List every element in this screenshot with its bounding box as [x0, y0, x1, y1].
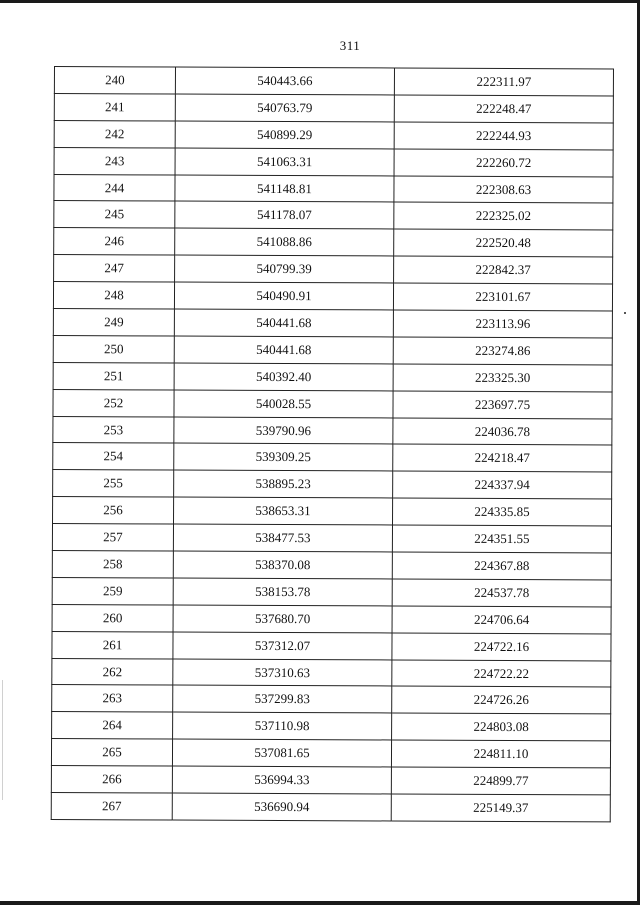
table-row — [54, 228, 613, 257]
table-row — [52, 712, 611, 741]
point-number-cell: 248 — [53, 282, 174, 309]
table-row — [54, 174, 613, 203]
point-number-cell: 259 — [52, 577, 173, 604]
x-coordinate-cell: 540441.68 — [174, 309, 393, 337]
y-coordinate-cell: 222244.93 — [394, 122, 613, 150]
point-number-cell: 249 — [53, 309, 174, 336]
y-coordinate-cell: 223274.86 — [393, 337, 612, 365]
table-row — [52, 577, 611, 606]
table-row — [51, 793, 610, 822]
y-coordinate-cell: 222260.72 — [394, 149, 613, 177]
table-row — [53, 416, 612, 445]
y-coordinate-cell: 222520.48 — [394, 229, 613, 257]
y-coordinate-cell: 224899.77 — [391, 767, 610, 795]
point-number-cell: 256 — [53, 497, 174, 524]
point-number-cell: 251 — [53, 362, 174, 389]
x-coordinate-cell: 541088.86 — [175, 228, 394, 256]
y-coordinate-cell: 222311.97 — [394, 68, 613, 96]
point-number-cell: 267 — [51, 793, 172, 820]
point-number-cell: 257 — [52, 524, 173, 551]
x-coordinate-cell: 540763.79 — [175, 94, 394, 122]
point-number-cell: 247 — [54, 255, 175, 282]
table-row — [54, 201, 613, 230]
y-coordinate-cell: 222325.02 — [394, 202, 613, 230]
point-number-cell: 246 — [54, 228, 175, 255]
x-coordinate-cell: 540028.55 — [174, 390, 393, 418]
table-row — [51, 739, 610, 768]
point-number-cell: 252 — [53, 389, 174, 416]
page-number: 311 — [339, 38, 361, 53]
y-coordinate-cell: 222842.37 — [394, 256, 613, 284]
x-coordinate-cell: 538153.78 — [173, 578, 392, 606]
y-coordinate-cell: 223697.75 — [393, 391, 612, 419]
x-coordinate-cell: 541063.31 — [175, 148, 394, 176]
point-number-cell: 263 — [52, 685, 173, 712]
table-row — [53, 362, 612, 391]
table-row — [54, 147, 613, 176]
x-coordinate-cell: 540899.29 — [175, 121, 394, 149]
x-coordinate-cell: 537680.70 — [173, 605, 392, 633]
y-coordinate-cell: 224335.85 — [392, 498, 611, 526]
x-coordinate-cell: 537310.63 — [173, 659, 392, 687]
table-row — [53, 443, 612, 472]
table-row — [52, 685, 611, 714]
y-coordinate-cell: 224726.26 — [392, 686, 611, 714]
x-coordinate-cell: 540441.68 — [174, 336, 393, 364]
point-number-cell: 240 — [54, 67, 175, 94]
table-row — [52, 604, 611, 633]
x-coordinate-cell: 537299.83 — [173, 686, 392, 714]
y-coordinate-cell: 225149.37 — [391, 794, 610, 822]
point-number-cell: 266 — [51, 766, 172, 793]
table-row — [54, 93, 613, 122]
point-number-cell: 243 — [54, 147, 175, 174]
point-number-cell: 242 — [54, 120, 175, 147]
x-coordinate-cell: 540799.39 — [175, 255, 394, 283]
point-number-cell: 245 — [54, 201, 175, 228]
coordinates-table — [51, 66, 614, 822]
table-row — [53, 282, 612, 311]
x-coordinate-cell: 540443.66 — [175, 67, 394, 95]
scan-speck — [624, 312, 626, 314]
y-coordinate-cell: 224351.55 — [392, 525, 611, 553]
table-row — [53, 497, 612, 526]
point-number-cell: 264 — [52, 712, 173, 739]
table-row — [53, 389, 612, 418]
page-border-bottom — [0, 901, 640, 905]
point-number-cell: 255 — [53, 470, 174, 497]
y-coordinate-cell: 224811.10 — [391, 740, 610, 768]
point-number-cell: 254 — [53, 443, 174, 470]
x-coordinate-cell: 541178.07 — [175, 201, 394, 229]
table-row — [54, 120, 613, 149]
scan-margin-mark — [2, 680, 3, 800]
point-number-cell: 262 — [52, 658, 173, 685]
y-coordinate-cell: 223325.30 — [393, 364, 612, 392]
x-coordinate-cell: 538895.23 — [174, 470, 393, 498]
table-row — [53, 470, 612, 499]
table-row — [52, 524, 611, 553]
y-coordinate-cell: 224036.78 — [393, 418, 612, 446]
point-number-cell: 260 — [52, 604, 173, 631]
point-number-cell: 250 — [53, 335, 174, 362]
x-coordinate-cell: 536994.33 — [172, 766, 391, 794]
table-row — [52, 551, 611, 580]
table-row — [53, 309, 612, 338]
point-number-cell: 265 — [51, 739, 172, 766]
x-coordinate-cell: 536690.94 — [172, 793, 391, 821]
table-row — [51, 766, 610, 795]
y-coordinate-cell: 222308.63 — [394, 176, 613, 204]
x-coordinate-cell: 538477.53 — [173, 524, 392, 552]
x-coordinate-cell: 538653.31 — [174, 497, 393, 525]
point-number-cell: 261 — [52, 631, 173, 658]
y-coordinate-cell: 223113.96 — [393, 310, 612, 338]
coordinates-table-wrapper — [51, 66, 610, 822]
point-number-cell: 253 — [53, 416, 174, 443]
point-number-cell: 244 — [54, 174, 175, 201]
table-row — [52, 658, 611, 687]
y-coordinate-cell: 224367.88 — [392, 552, 611, 580]
y-coordinate-cell: 223101.67 — [393, 283, 612, 311]
x-coordinate-cell: 540392.40 — [174, 363, 393, 391]
x-coordinate-cell: 539790.96 — [174, 417, 393, 445]
coordinates-table-body — [51, 67, 613, 822]
x-coordinate-cell: 538370.08 — [173, 551, 392, 579]
y-coordinate-cell: 224803.08 — [392, 713, 611, 741]
page-border-top — [0, 0, 640, 3]
y-coordinate-cell: 224537.78 — [392, 579, 611, 607]
table-row — [54, 67, 613, 96]
y-coordinate-cell: 224706.64 — [392, 606, 611, 634]
x-coordinate-cell: 540490.91 — [174, 282, 393, 310]
x-coordinate-cell: 537110.98 — [173, 712, 392, 740]
x-coordinate-cell: 541148.81 — [175, 175, 394, 203]
table-row — [53, 335, 612, 364]
y-coordinate-cell: 224337.94 — [393, 471, 612, 499]
point-number-cell: 258 — [52, 551, 173, 578]
y-coordinate-cell: 224218.47 — [393, 444, 612, 472]
y-coordinate-cell: 224722.16 — [392, 633, 611, 661]
table-row — [54, 255, 613, 284]
x-coordinate-cell: 539309.25 — [174, 443, 393, 471]
point-number-cell: 241 — [54, 93, 175, 120]
table-row — [52, 631, 611, 660]
x-coordinate-cell: 537081.65 — [172, 739, 391, 767]
y-coordinate-cell: 222248.47 — [394, 95, 613, 123]
x-coordinate-cell: 537312.07 — [173, 632, 392, 660]
y-coordinate-cell: 224722.22 — [392, 660, 611, 688]
